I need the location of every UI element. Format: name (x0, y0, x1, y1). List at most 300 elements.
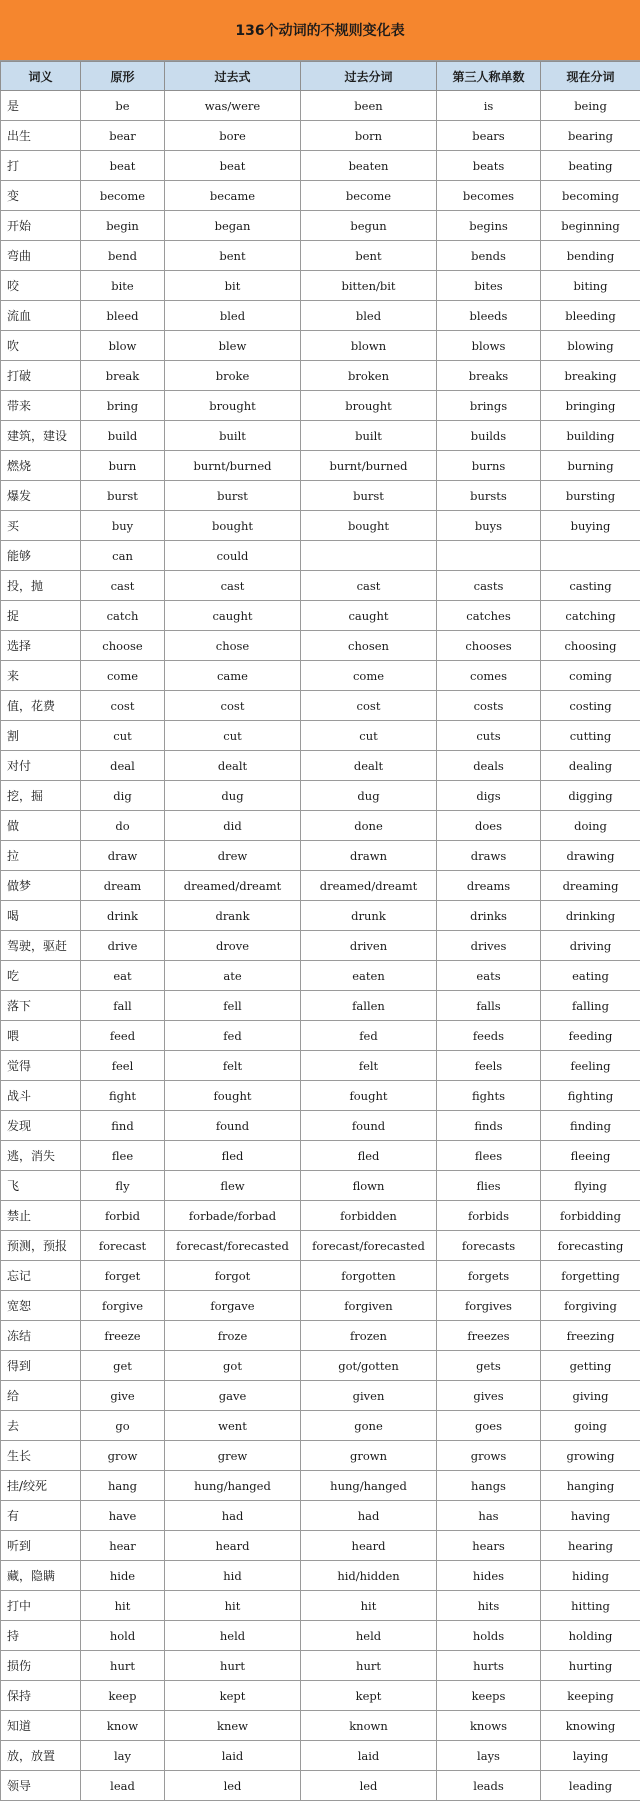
past-participle-cell: heard (301, 1531, 437, 1561)
third-person-cell: grows (437, 1441, 541, 1471)
present-participle-cell: biting (541, 271, 640, 301)
meaning-cell: 吹 (1, 331, 81, 361)
present-participle-cell: having (541, 1501, 640, 1531)
past-tense-cell: froze (165, 1321, 301, 1351)
past-participle-cell: born (301, 121, 437, 151)
table-row (1, 151, 640, 181)
past-tense-cell: laid (165, 1741, 301, 1771)
base-form-cell: forget (81, 1261, 165, 1291)
past-participle-cell: broken (301, 361, 437, 391)
present-participle-cell: feeling (541, 1051, 640, 1081)
table-row (1, 91, 640, 121)
base-form-cell: cost (81, 691, 165, 721)
base-form-cell: hurt (81, 1651, 165, 1681)
past-participle-cell: hurt (301, 1651, 437, 1681)
meaning-cell: 放，放置 (1, 1741, 81, 1771)
past-tense-cell: knew (165, 1711, 301, 1741)
meaning-cell: 来 (1, 661, 81, 691)
third-person-cell: burns (437, 451, 541, 481)
meaning-cell: 吃 (1, 961, 81, 991)
present-participle-cell: burning (541, 451, 640, 481)
past-participle-cell: dealt (301, 751, 437, 781)
base-form-cell: feed (81, 1021, 165, 1051)
past-participle-cell: forgiven (301, 1291, 437, 1321)
present-participle-cell: hiding (541, 1561, 640, 1591)
header-meaning: 词义 (1, 62, 81, 91)
meaning-cell: 得到 (1, 1351, 81, 1381)
base-form-cell: bite (81, 271, 165, 301)
meaning-cell: 对付 (1, 751, 81, 781)
past-participle-cell: bent (301, 241, 437, 271)
present-participle-cell: fighting (541, 1081, 640, 1111)
past-participle-cell: become (301, 181, 437, 211)
third-person-cell: digs (437, 781, 541, 811)
base-form-cell: forbid (81, 1201, 165, 1231)
base-form-cell: begin (81, 211, 165, 241)
past-participle-cell: gone (301, 1411, 437, 1441)
base-form-cell: forecast (81, 1231, 165, 1261)
past-participle-cell: cut (301, 721, 437, 751)
past-tense-cell: chose (165, 631, 301, 661)
past-tense-cell: hung/hanged (165, 1471, 301, 1501)
past-participle-cell: forgotten (301, 1261, 437, 1291)
third-person-cell: blows (437, 331, 541, 361)
third-person-cell: dreams (437, 871, 541, 901)
header-present-participle: 现在分词 (541, 62, 640, 91)
meaning-cell: 有 (1, 1501, 81, 1531)
base-form-cell: hang (81, 1471, 165, 1501)
table-row (1, 331, 640, 361)
table-row (1, 1231, 640, 1261)
table-row (1, 1471, 640, 1501)
table-row (1, 1081, 640, 1111)
meaning-cell: 做梦 (1, 871, 81, 901)
header-past-tense: 过去式 (165, 62, 301, 91)
past-participle-cell: come (301, 661, 437, 691)
past-participle-cell: dreamed/dreamt (301, 871, 437, 901)
table-row (1, 781, 640, 811)
past-tense-cell: began (165, 211, 301, 241)
present-participle-cell: dreaming (541, 871, 640, 901)
table-row (1, 1051, 640, 1081)
present-participle-cell: giving (541, 1381, 640, 1411)
third-person-cell: flees (437, 1141, 541, 1171)
past-participle-cell: forecast/forecasted (301, 1231, 437, 1261)
base-form-cell: grow (81, 1441, 165, 1471)
table-row (1, 1711, 640, 1741)
present-participle-cell: laying (541, 1741, 640, 1771)
past-tense-cell: burst (165, 481, 301, 511)
present-participle-cell: forgetting (541, 1261, 640, 1291)
third-person-cell: hurts (437, 1651, 541, 1681)
third-person-cell: catches (437, 601, 541, 631)
meaning-cell: 生长 (1, 1441, 81, 1471)
present-participle-cell: choosing (541, 631, 640, 661)
past-participle-cell: flown (301, 1171, 437, 1201)
past-participle-cell: caught (301, 601, 437, 631)
table-body (1, 91, 640, 1801)
past-tense-cell: caught (165, 601, 301, 631)
table-row (1, 811, 640, 841)
past-tense-cell: dug (165, 781, 301, 811)
base-form-cell: give (81, 1381, 165, 1411)
third-person-cell: builds (437, 421, 541, 451)
table-row (1, 1261, 640, 1291)
base-form-cell: cast (81, 571, 165, 601)
base-form-cell: deal (81, 751, 165, 781)
third-person-cell: casts (437, 571, 541, 601)
meaning-cell: 变 (1, 181, 81, 211)
table-row (1, 1771, 640, 1801)
meaning-cell: 捉 (1, 601, 81, 631)
third-person-cell: bursts (437, 481, 541, 511)
present-participle-cell: freezing (541, 1321, 640, 1351)
third-person-cell: draws (437, 841, 541, 871)
present-participle-cell: bursting (541, 481, 640, 511)
present-participle-cell: holding (541, 1621, 640, 1651)
past-tense-cell: dreamed/dreamt (165, 871, 301, 901)
base-form-cell: burn (81, 451, 165, 481)
past-tense-cell: brought (165, 391, 301, 421)
table-row (1, 1321, 640, 1351)
past-participle-cell: kept (301, 1681, 437, 1711)
present-participle-cell: bearing (541, 121, 640, 151)
present-participle-cell: forbidding (541, 1201, 640, 1231)
past-tense-cell: felt (165, 1051, 301, 1081)
third-person-cell: lays (437, 1741, 541, 1771)
past-tense-cell: bought (165, 511, 301, 541)
meaning-cell: 发现 (1, 1111, 81, 1141)
table-row (1, 1441, 640, 1471)
meaning-cell: 觉得 (1, 1051, 81, 1081)
table-row (1, 511, 640, 541)
table-row (1, 1291, 640, 1321)
present-participle-cell: blowing (541, 331, 640, 361)
base-form-cell: break (81, 361, 165, 391)
meaning-cell: 去 (1, 1411, 81, 1441)
third-person-cell: bears (437, 121, 541, 151)
third-person-cell: buys (437, 511, 541, 541)
past-tense-cell: bore (165, 121, 301, 151)
present-participle-cell: hurting (541, 1651, 640, 1681)
meaning-cell: 喂 (1, 1021, 81, 1051)
past-tense-cell: kept (165, 1681, 301, 1711)
third-person-cell: chooses (437, 631, 541, 661)
present-participle-cell: buying (541, 511, 640, 541)
base-form-cell: bleed (81, 301, 165, 331)
past-participle-cell: bled (301, 301, 437, 331)
table-row (1, 1141, 640, 1171)
meaning-cell: 听到 (1, 1531, 81, 1561)
present-participle-cell: finding (541, 1111, 640, 1141)
past-participle-cell: brought (301, 391, 437, 421)
meaning-cell: 流血 (1, 301, 81, 331)
table-row (1, 601, 640, 631)
past-tense-cell: became (165, 181, 301, 211)
meaning-cell: 能够 (1, 541, 81, 571)
past-tense-cell: forgot (165, 1261, 301, 1291)
meaning-cell: 战斗 (1, 1081, 81, 1111)
present-participle-cell: doing (541, 811, 640, 841)
base-form-cell: freeze (81, 1321, 165, 1351)
past-tense-cell: bled (165, 301, 301, 331)
base-form-cell: drink (81, 901, 165, 931)
meaning-cell: 出生 (1, 121, 81, 151)
past-tense-cell: came (165, 661, 301, 691)
meaning-cell: 割 (1, 721, 81, 751)
third-person-cell: drinks (437, 901, 541, 931)
past-tense-cell: forecast/forecasted (165, 1231, 301, 1261)
past-participle-cell: cost (301, 691, 437, 721)
third-person-cell: bleeds (437, 301, 541, 331)
past-tense-cell: bit (165, 271, 301, 301)
table-row (1, 631, 640, 661)
page-title: 136个动词的不规则变化表 (0, 0, 640, 61)
past-tense-cell: dealt (165, 751, 301, 781)
past-tense-cell: fled (165, 1141, 301, 1171)
past-participle-cell: hung/hanged (301, 1471, 437, 1501)
table-row (1, 871, 640, 901)
third-person-cell: forecasts (437, 1231, 541, 1261)
past-tense-cell: hit (165, 1591, 301, 1621)
table-row (1, 1501, 640, 1531)
present-participle-cell: casting (541, 571, 640, 601)
past-tense-cell: fought (165, 1081, 301, 1111)
past-participle-cell: fed (301, 1021, 437, 1051)
third-person-cell: comes (437, 661, 541, 691)
third-person-cell: beats (437, 151, 541, 181)
past-participle-cell: fled (301, 1141, 437, 1171)
base-form-cell: draw (81, 841, 165, 871)
past-participle-cell: burnt/burned (301, 451, 437, 481)
base-form-cell: come (81, 661, 165, 691)
past-tense-cell: did (165, 811, 301, 841)
base-form-cell: eat (81, 961, 165, 991)
present-participle-cell: hitting (541, 1591, 640, 1621)
past-participle-cell: led (301, 1771, 437, 1801)
meaning-cell: 喝 (1, 901, 81, 931)
past-participle-cell: chosen (301, 631, 437, 661)
meaning-cell: 投，抛 (1, 571, 81, 601)
table-row (1, 421, 640, 451)
past-participle-cell: fought (301, 1081, 437, 1111)
past-tense-cell: fed (165, 1021, 301, 1051)
present-participle-cell: coming (541, 661, 640, 691)
table-row (1, 1351, 640, 1381)
meaning-cell: 忘记 (1, 1261, 81, 1291)
third-person-cell: has (437, 1501, 541, 1531)
past-tense-cell: cast (165, 571, 301, 601)
table-row (1, 1171, 640, 1201)
irregular-verb-table (0, 61, 640, 1801)
table-row (1, 901, 640, 931)
present-participle-cell: knowing (541, 1711, 640, 1741)
past-tense-cell: ate (165, 961, 301, 991)
meaning-cell: 驾驶，驱赶 (1, 931, 81, 961)
third-person-cell: feeds (437, 1021, 541, 1051)
present-participle-cell: building (541, 421, 640, 451)
third-person-cell: does (437, 811, 541, 841)
past-tense-cell: beat (165, 151, 301, 181)
present-participle-cell: bleeding (541, 301, 640, 331)
table-row (1, 481, 640, 511)
base-form-cell: blow (81, 331, 165, 361)
present-participle-cell: keeping (541, 1681, 640, 1711)
table-row (1, 1561, 640, 1591)
past-participle-cell: felt (301, 1051, 437, 1081)
base-form-cell: forgive (81, 1291, 165, 1321)
past-participle-cell: laid (301, 1741, 437, 1771)
past-tense-cell: got (165, 1351, 301, 1381)
base-form-cell: beat (81, 151, 165, 181)
base-form-cell: bend (81, 241, 165, 271)
table-row (1, 1111, 640, 1141)
third-person-cell: feels (437, 1051, 541, 1081)
table-row (1, 271, 640, 301)
meaning-cell: 挖，掘 (1, 781, 81, 811)
third-person-cell: becomes (437, 181, 541, 211)
table-row (1, 181, 640, 211)
past-tense-cell: led (165, 1771, 301, 1801)
base-form-cell: know (81, 1711, 165, 1741)
present-participle-cell: leading (541, 1771, 640, 1801)
table-row (1, 361, 640, 391)
base-form-cell: be (81, 91, 165, 121)
present-participle-cell: costing (541, 691, 640, 721)
past-participle-cell: done (301, 811, 437, 841)
meaning-cell: 落下 (1, 991, 81, 1021)
table-row (1, 1741, 640, 1771)
past-participle-cell: been (301, 91, 437, 121)
present-participle-cell: going (541, 1411, 640, 1441)
base-form-cell: hide (81, 1561, 165, 1591)
table-row (1, 991, 640, 1021)
table-row (1, 1531, 640, 1561)
past-tense-cell: forbade/forbad (165, 1201, 301, 1231)
third-person-cell: hides (437, 1561, 541, 1591)
base-form-cell: lay (81, 1741, 165, 1771)
past-participle-cell: eaten (301, 961, 437, 991)
meaning-cell: 燃烧 (1, 451, 81, 481)
meaning-cell: 领导 (1, 1771, 81, 1801)
present-participle-cell: eating (541, 961, 640, 991)
past-participle-cell: blown (301, 331, 437, 361)
past-tense-cell: fell (165, 991, 301, 1021)
present-participle-cell: drinking (541, 901, 640, 931)
past-participle-cell: given (301, 1381, 437, 1411)
past-tense-cell: hurt (165, 1651, 301, 1681)
past-participle-cell: hid/hidden (301, 1561, 437, 1591)
third-person-cell: flies (437, 1171, 541, 1201)
base-form-cell: become (81, 181, 165, 211)
base-form-cell: keep (81, 1681, 165, 1711)
present-participle-cell: drawing (541, 841, 640, 871)
table-row (1, 1591, 640, 1621)
present-participle-cell: growing (541, 1441, 640, 1471)
past-tense-cell: burnt/burned (165, 451, 301, 481)
third-person-cell: fights (437, 1081, 541, 1111)
base-form-cell: fly (81, 1171, 165, 1201)
base-form-cell: hit (81, 1591, 165, 1621)
meaning-cell: 逃，消失 (1, 1141, 81, 1171)
past-tense-cell: could (165, 541, 301, 571)
base-form-cell: feel (81, 1051, 165, 1081)
past-tense-cell: forgave (165, 1291, 301, 1321)
past-tense-cell: held (165, 1621, 301, 1651)
third-person-cell: gets (437, 1351, 541, 1381)
table-row (1, 841, 640, 871)
present-participle-cell: flying (541, 1171, 640, 1201)
meaning-cell: 宽恕 (1, 1291, 81, 1321)
third-person-cell: drives (437, 931, 541, 961)
third-person-cell: holds (437, 1621, 541, 1651)
third-person-cell: gives (437, 1381, 541, 1411)
past-participle-cell: forbidden (301, 1201, 437, 1231)
meaning-cell: 打中 (1, 1591, 81, 1621)
past-participle-cell: got/gotten (301, 1351, 437, 1381)
past-tense-cell: found (165, 1111, 301, 1141)
base-form-cell: fall (81, 991, 165, 1021)
third-person-cell: forgives (437, 1291, 541, 1321)
third-person-cell: costs (437, 691, 541, 721)
third-person-cell: freezes (437, 1321, 541, 1351)
header-past-participle: 过去分词 (301, 62, 437, 91)
table-row (1, 931, 640, 961)
present-participle-cell: bending (541, 241, 640, 271)
third-person-cell: eats (437, 961, 541, 991)
present-participle-cell: driving (541, 931, 640, 961)
past-participle-cell: built (301, 421, 437, 451)
past-tense-cell: went (165, 1411, 301, 1441)
past-tense-cell: gave (165, 1381, 301, 1411)
third-person-cell: breaks (437, 361, 541, 391)
present-participle-cell (541, 541, 640, 571)
past-tense-cell: broke (165, 361, 301, 391)
table-row (1, 751, 640, 781)
meaning-cell: 买 (1, 511, 81, 541)
present-participle-cell: falling (541, 991, 640, 1021)
meaning-cell: 预测，预报 (1, 1231, 81, 1261)
third-person-cell: keeps (437, 1681, 541, 1711)
table-row (1, 1201, 640, 1231)
past-tense-cell: heard (165, 1531, 301, 1561)
table-row (1, 241, 640, 271)
past-participle-cell: held (301, 1621, 437, 1651)
present-participle-cell: getting (541, 1351, 640, 1381)
meaning-cell: 打破 (1, 361, 81, 391)
base-form-cell: hold (81, 1621, 165, 1651)
meaning-cell: 建筑，建设 (1, 421, 81, 451)
past-participle-cell: drawn (301, 841, 437, 871)
present-participle-cell: feeding (541, 1021, 640, 1051)
past-participle-cell: driven (301, 931, 437, 961)
past-participle-cell: bought (301, 511, 437, 541)
table-row (1, 451, 640, 481)
base-form-cell: bear (81, 121, 165, 151)
table-row (1, 121, 640, 151)
past-participle-cell: known (301, 1711, 437, 1741)
header-base-form: 原形 (81, 62, 165, 91)
meaning-cell: 咬 (1, 271, 81, 301)
table-row (1, 1411, 640, 1441)
past-participle-cell: burst (301, 481, 437, 511)
base-form-cell: catch (81, 601, 165, 631)
present-participle-cell: forecasting (541, 1231, 640, 1261)
meaning-cell: 做 (1, 811, 81, 841)
base-form-cell: burst (81, 481, 165, 511)
past-participle-cell: beaten (301, 151, 437, 181)
past-participle-cell: had (301, 1501, 437, 1531)
